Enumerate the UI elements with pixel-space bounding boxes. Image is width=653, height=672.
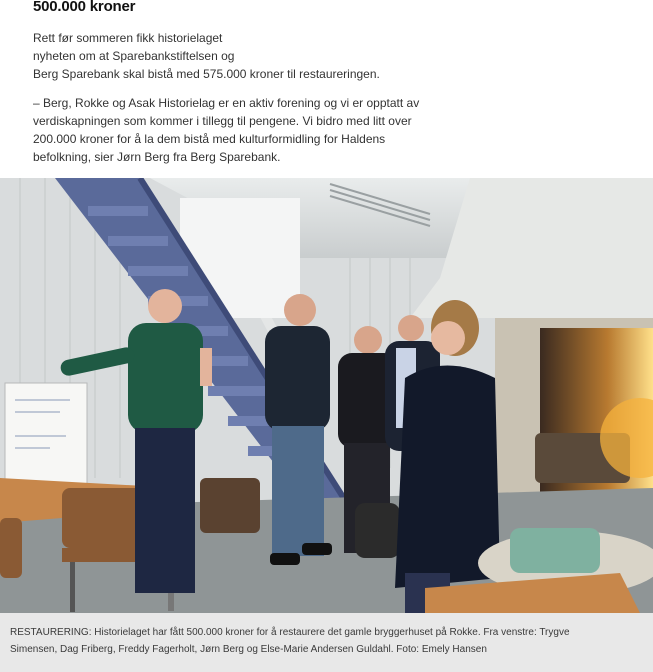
paragraph-1-line-2: nyheten om at Sparebankstiftelsen og — [33, 49, 235, 63]
caption-line-2: Simensen, Dag Friberg, Freddy Fagerholt, Jørn Berg og Else-Marie Andersen Guldahl. Foto: Emely Hansen — [10, 644, 487, 655]
caption-line-1: RESTAURERING: Historielaget har fått 500.000 kroner for å restaurere det gamle bryggerhuset på Rokke. Fra venstre: Trygve — [10, 627, 570, 638]
paragraph-1-line-3: Berg Sparebank skal bistå med 575.000 kroner til restaureringen. — [33, 67, 380, 81]
article-photo — [0, 178, 653, 613]
paragraph-1-line-1: Rett før sommeren fikk historielaget — [33, 31, 223, 45]
person-dag-friberg — [265, 294, 332, 565]
paragraph-2-line-4: befolkning, sier Jørn Berg fra Berg Sparebank. — [33, 150, 281, 164]
chair-far-left — [0, 518, 22, 578]
paragraph-2-line-3: 200.000 kroner for å la dem bistå med kulturformidling for Haldens — [33, 132, 386, 146]
article-paragraph-1 — [33, 29, 443, 83]
suitcase — [355, 503, 400, 558]
tablecloth — [510, 528, 600, 573]
paragraph-2-line-1: – Berg, Rokke og Asak Historielag er en aktiv forening og vi er opptatt av — [33, 96, 420, 110]
article-headline: 500.000 kroner — [33, 0, 136, 15]
chair-left-leg — [70, 562, 75, 612]
bag — [200, 478, 260, 533]
article-paragraph-2 — [33, 94, 443, 166]
photo-caption — [0, 613, 653, 672]
paragraph-2-line-2: verdiskapningen som kommer i tillegg til pengene. Vi bidro med litt over — [33, 114, 412, 128]
